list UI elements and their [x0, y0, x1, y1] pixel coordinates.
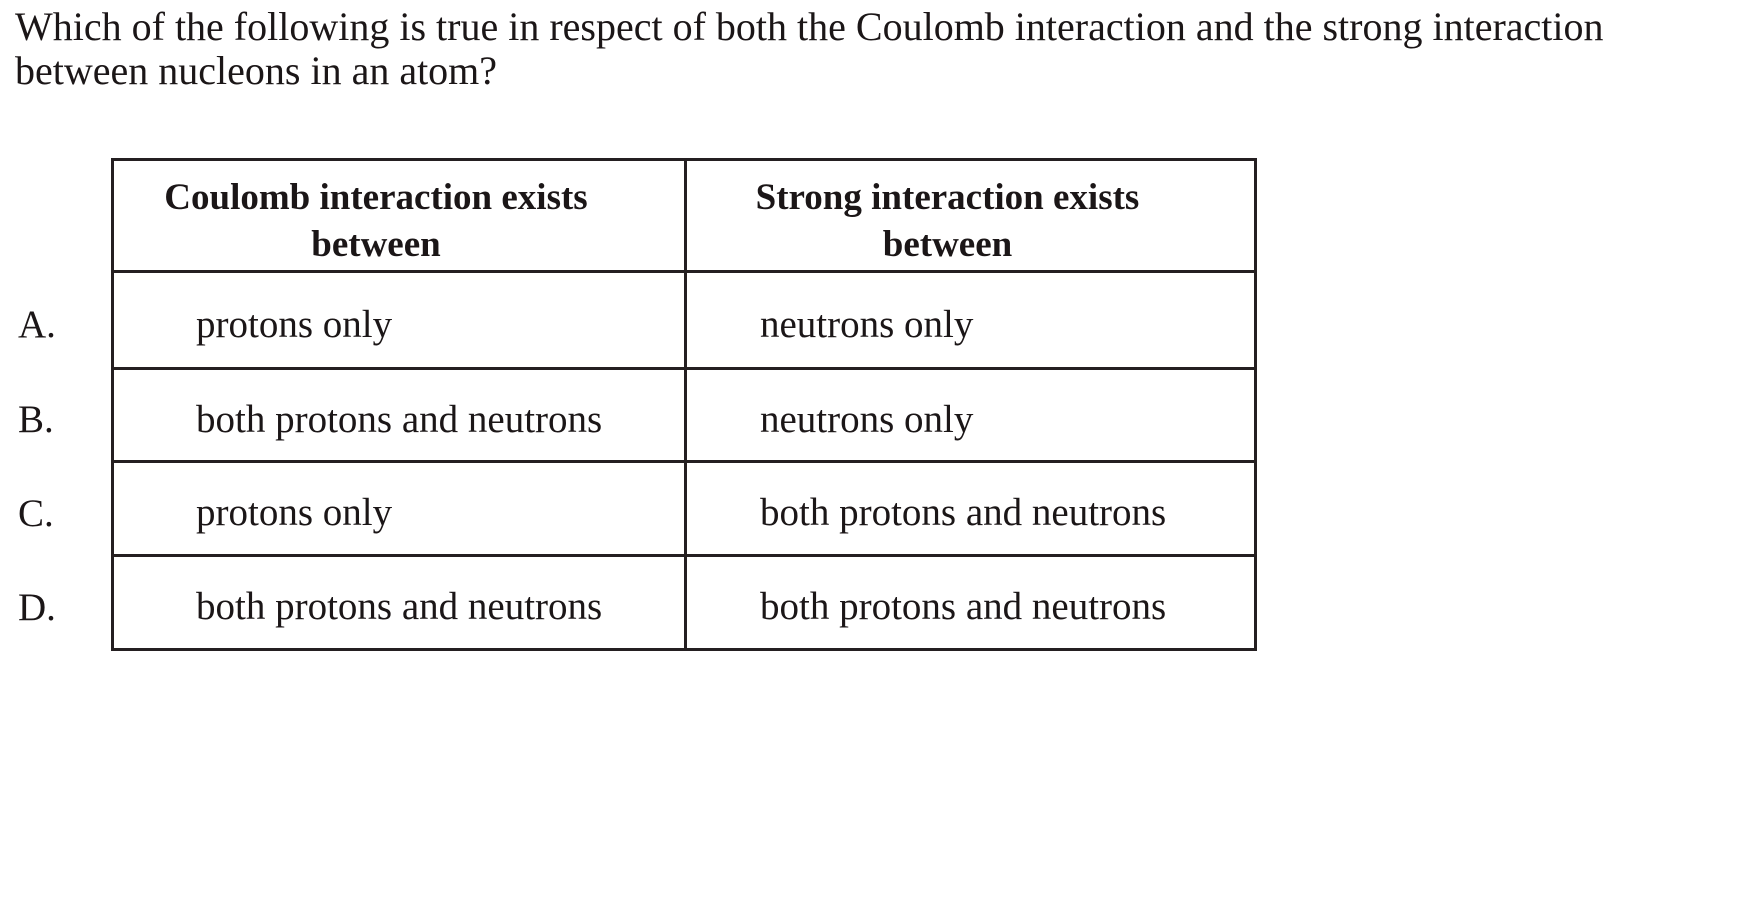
- table-row-b: [113, 369, 1256, 462]
- cell-c-coulomb: protons only: [113, 462, 686, 556]
- question-line-2: between nucleons in an atom?: [15, 48, 498, 93]
- cell-d-strong: both protons and neutrons: [686, 556, 1256, 650]
- cell-b-coulomb: both protons and neutrons: [113, 369, 686, 462]
- header-strong: [686, 160, 1256, 272]
- cell-b-strong: neutrons only: [686, 369, 1256, 462]
- cell-a-coulomb: protons only: [113, 272, 686, 369]
- option-label-c: C.: [18, 492, 54, 535]
- option-label-a: A.: [18, 303, 56, 346]
- answer-table: [111, 158, 1257, 651]
- cell-a-strong: neutrons only: [686, 272, 1256, 369]
- question-text: [15, 5, 1604, 93]
- table-row-a: [113, 272, 1256, 369]
- header-coulomb-line-1: Coulomb interaction exists: [164, 176, 588, 218]
- cell-c-strong: both protons and neutrons: [686, 462, 1256, 556]
- cell-d-coulomb: both protons and neutrons: [113, 556, 686, 650]
- table-row-d: [113, 556, 1256, 650]
- option-label-b: B.: [18, 398, 54, 441]
- header-strong-line-1: Strong interaction exists: [755, 176, 1140, 218]
- header-coulomb-line-2: between: [311, 223, 441, 265]
- header-strong-line-2: between: [882, 223, 1013, 265]
- table-header-row: [113, 160, 1256, 272]
- header-coulomb: [113, 160, 686, 272]
- table-row-c: [113, 462, 1256, 556]
- option-label-d: D.: [18, 586, 56, 629]
- question-line-1: Which of the following is true in respect of both the Coulomb interaction and the strong interaction: [15, 4, 1604, 49]
